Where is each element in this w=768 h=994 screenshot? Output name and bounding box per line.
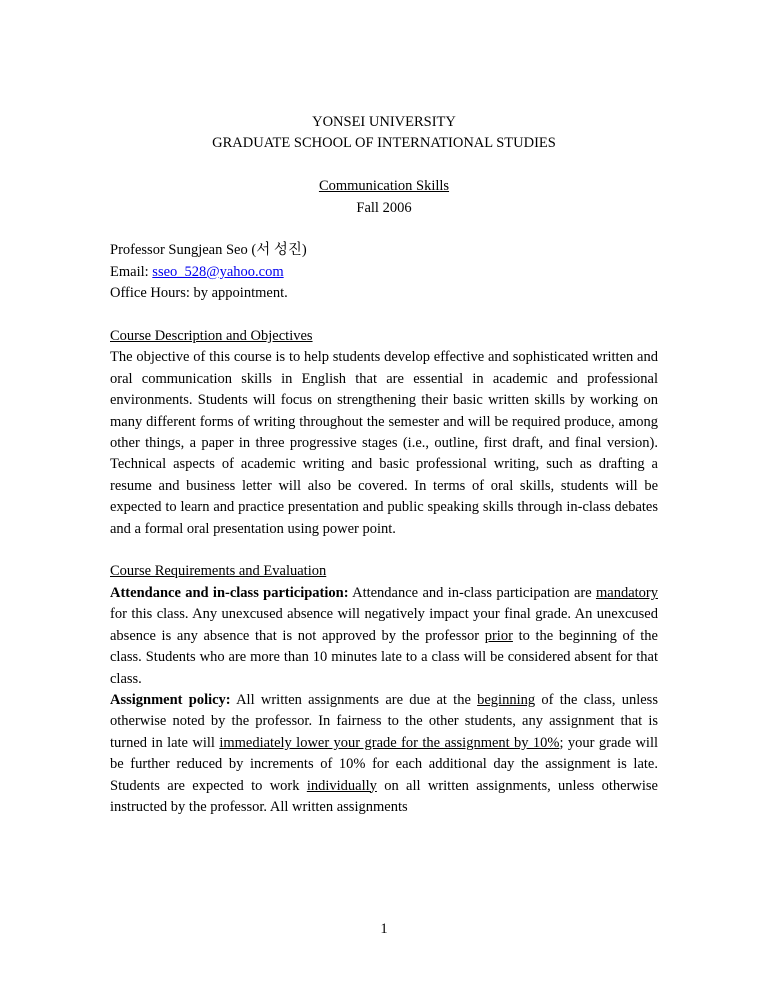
professor-info-block [110, 240, 658, 304]
course-term: Fall 2006 [356, 199, 412, 216]
document-header [110, 112, 658, 155]
course-title-block [110, 176, 658, 219]
email-label: Email: [110, 263, 153, 280]
page-number: 1 [380, 920, 388, 937]
course-title: Communication Skills [318, 178, 450, 195]
attendance-paragraph: Attendance and in-class participation: Attendance and in-class participation are mandatory for this class. Any unexcused absence will negatively impact your final grade. An unexcused absence is any absence that is not approved by the professor prior to the beginning of the class. Students who are more than 10 minutes late to a class will be considered absent for that class. [110, 584, 658, 687]
section-heading-description: Course Description and Objectives [110, 328, 313, 345]
school-name: GRADUATE SCHOOL OF INTERNATIONAL STUDIES [212, 135, 556, 152]
section-heading-requirements: Course Requirements and Evaluation [110, 563, 327, 580]
professor-name-line: Professor Sungjean Seo (서 성진) [110, 242, 307, 259]
email-link[interactable]: sseo_528@yahoo.com [152, 263, 284, 280]
email-line [110, 262, 658, 283]
description-paragraph: The objective of this course is to help students develop effective and sophisticated written and oral communication skills in English that are essential in academic and professional environments. Students will focus on strengthening their basic written skills by working on many different forms of writing throughout the semester and will be required produce, among other things, a paper in three progressive stages (i.e., outline, first draft, and final version). Technical aspects of academic writing and basic professional writing, such as drafting a resume and business letter will also be covered. In terms of oral skills, students will be expected to learn and practice presentation and public speaking skills through in-class debates and a formal oral presentation using power point. [110, 349, 658, 537]
university-name: YONSEI UNIVERSITY [312, 114, 456, 130]
assignment-paragraph: Assignment policy: All written assignments are due at the beginning of the class, unless otherwise noted by the professor. In fairness to the other students, any assignment that is turned in late will immediately lower your grade for the assignment by 10%; your grade will be further reduced by increments of 10% for each additional day the assignment is late. Students are expected to work individually on all written assignments, unless otherwise instructed by the professor. All written assignments [110, 691, 658, 815]
office-hours-line: Office Hours: by appointment. [110, 285, 288, 302]
